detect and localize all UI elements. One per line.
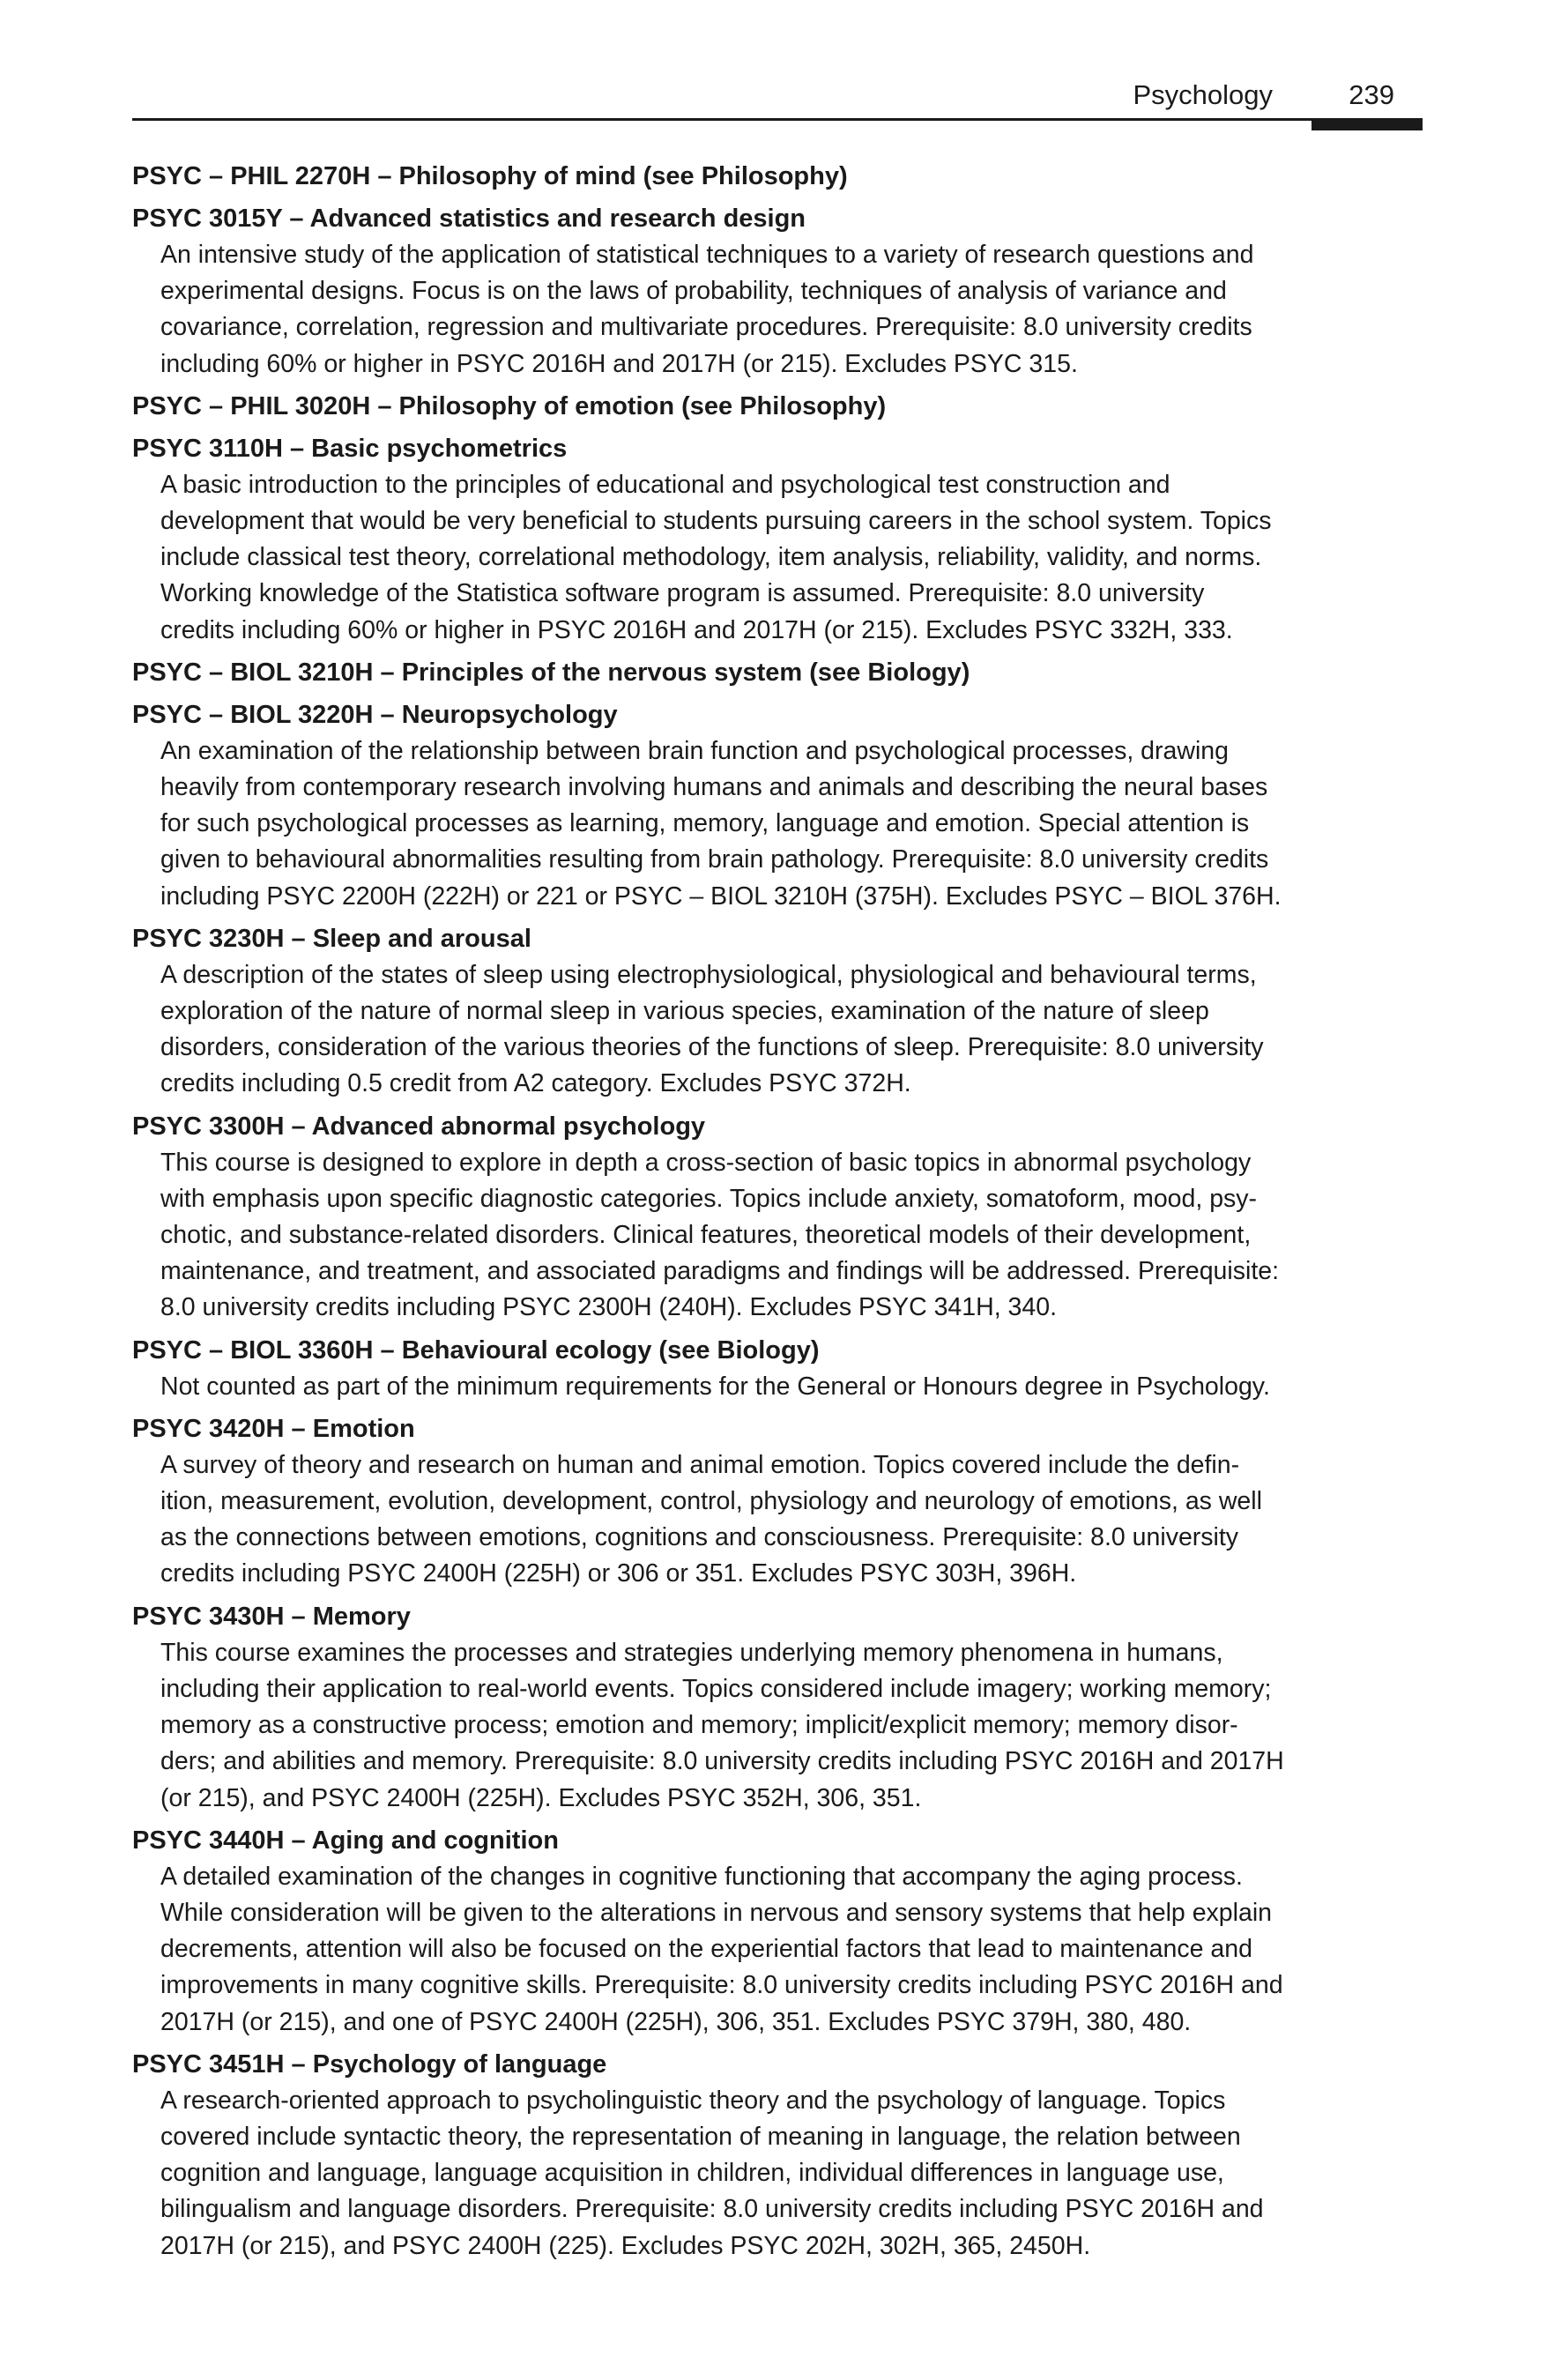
course-description bbox=[160, 1447, 1421, 1593]
description-line: Working knowledge of the Statistica software program is assumed. Prerequisite: 8.0 university bbox=[160, 579, 1205, 608]
description-line: 2017H (or 215), and PSYC 2400H (225). Excludes PSYC 202H, 302H, 365, 2450H. bbox=[160, 2231, 1091, 2260]
course-description bbox=[160, 1635, 1421, 1817]
course-title: PSYC 3230H – Sleep and arousal bbox=[132, 924, 531, 953]
description-line: improvements in many cognitive skills. Prerequisite: 8.0 university credits including PSYC 2016H and bbox=[160, 1971, 1283, 2000]
description-line: experimental designs. Focus is on the laws of probability, techniques of analysis of variance and bbox=[160, 277, 1227, 306]
description-line: This course examines the processes and strategies underlying memory phenomena in humans, bbox=[160, 1638, 1223, 1667]
description-line: development that would be very beneficial to students pursuing careers in the school system. Topics bbox=[160, 507, 1272, 536]
course-title: PSYC 3300H – Advanced abnormal psychology bbox=[132, 1112, 706, 1141]
course-title: PSYC 3430H – Memory bbox=[132, 1602, 411, 1631]
course-description bbox=[160, 733, 1421, 915]
description-line: While consideration will be given to the alterations in nervous and sensory systems that help explain bbox=[160, 1898, 1273, 1927]
course-description bbox=[160, 467, 1421, 649]
course-entry bbox=[132, 431, 1421, 649]
page-header bbox=[132, 78, 1421, 122]
description-line: heavily from contemporary research involving humans and animals and describing the neural bases bbox=[160, 773, 1268, 802]
course-entry bbox=[132, 1411, 1421, 1593]
course-title: PSYC – PHIL 3020H – Philosophy of emotion (see Philosophy) bbox=[132, 391, 887, 420]
course-title: PSYC 3440H – Aging and cognition bbox=[132, 1826, 559, 1855]
description-line: exploration of the nature of normal sleep in various species, examination of the nature of sleep bbox=[160, 997, 1209, 1026]
description-line: include classical test theory, correlational methodology, item analysis, reliability, validity, and norms. bbox=[160, 543, 1262, 572]
description-line: including their application to real-world events. Topics considered include imagery; working memory; bbox=[160, 1674, 1272, 1703]
course-description bbox=[160, 957, 1421, 1103]
course-title: PSYC – BIOL 3220H – Neuropsychology bbox=[132, 700, 618, 729]
description-line: memory as a constructive process; emotion and memory; implicit/explicit memory; memory disor- bbox=[160, 1711, 1238, 1740]
course-title: PSYC 3015Y – Advanced statistics and research design bbox=[132, 205, 806, 233]
description-line: chotic, and substance-related disorders. Clinical features, theoretical models of their development, bbox=[160, 1221, 1252, 1250]
description-line: including 60% or higher in PSYC 2016H and 2017H (or 215). Excludes PSYC 315. bbox=[160, 349, 1078, 378]
description-line: decrements, attention will also be focused on the experiential factors that lead to maintenance and bbox=[160, 1935, 1252, 1964]
course-entry bbox=[132, 697, 1421, 915]
course-description bbox=[160, 1859, 1421, 2041]
description-line: A basic introduction to the principles of educational and psychological test construction and bbox=[160, 470, 1170, 499]
description-line: (or 215), and PSYC 2400H (225H). Excludes PSYC 352H, 306, 351. bbox=[160, 1783, 922, 1812]
course-entry bbox=[132, 1333, 1421, 1405]
description-line: An examination of the relationship between brain function and psychological processes, drawing bbox=[160, 736, 1229, 765]
course-description bbox=[160, 1145, 1421, 1327]
description-line: covered include syntactic theory, the representation of meaning in language, the relation between bbox=[160, 2122, 1241, 2151]
course-entry bbox=[132, 2047, 1421, 2265]
description-line: bilingualism and language disorders. Prerequisite: 8.0 university credits including PSYC 2016H and bbox=[160, 2195, 1264, 2224]
description-line: for such psychological processes as learning, memory, language and emotion. Special attention is bbox=[160, 809, 1250, 838]
course-title: PSYC 3420H – Emotion bbox=[132, 1414, 415, 1443]
description-line: as the connections between emotions, cognitions and consciousness. Prerequisite: 8.0 university bbox=[160, 1523, 1239, 1552]
course-entry bbox=[132, 1599, 1421, 1817]
description-line: maintenance, and treatment, and associated paradigms and findings will be addressed. Prerequisite: bbox=[160, 1257, 1280, 1286]
description-line: including PSYC 2200H (222H) or 221 or PSYC – BIOL 3210H (375H). Excludes PSYC – BIOL 376H. bbox=[160, 881, 1282, 911]
running-head: Psychology bbox=[1133, 79, 1273, 110]
course-title: PSYC – BIOL 3360H – Behavioural ecology (see Biology) bbox=[132, 1335, 820, 1365]
description-line: given to behavioural abnormalities resulting from brain pathology. Prerequisite: 8.0 university credits bbox=[160, 845, 1269, 874]
description-line: credits including PSYC 2400H (225H) or 306 or 351. Excludes PSYC 303H, 396H. bbox=[160, 1559, 1077, 1588]
course-list bbox=[132, 159, 1421, 2271]
description-line: A research-oriented approach to psycholinguistic theory and the psychology of language. Topics bbox=[160, 2086, 1226, 2115]
description-line: cognition and language, language acquisition in children, individual differences in language use, bbox=[160, 2159, 1224, 2188]
course-entry bbox=[132, 201, 1421, 383]
description-line: 8.0 university credits including PSYC 2300H (240H). Excludes PSYC 341H, 340. bbox=[160, 1293, 1058, 1322]
description-line: 2017H (or 215), and one of PSYC 2400H (225H), 306, 351. Excludes PSYC 379H, 380, 480. bbox=[160, 2007, 1192, 2036]
description-line: covariance, correlation, regression and multivariate procedures. Prerequisite: 8.0 university credits bbox=[160, 313, 1252, 342]
description-line: ders; and abilities and memory. Prerequisite: 8.0 university credits including PSYC 2016H and 2017H bbox=[160, 1747, 1284, 1776]
description-line: This course is designed to explore in depth a cross-section of basic topics in abnormal psychology bbox=[160, 1148, 1252, 1177]
description-line: A detailed examination of the changes in cognitive functioning that accompany the aging process. bbox=[160, 1862, 1243, 1891]
course-entry bbox=[132, 655, 1421, 691]
course-title: PSYC 3110H – Basic psychometrics bbox=[132, 434, 568, 463]
description-line: An intensive study of the application of statistical techniques to a variety of research questions and bbox=[160, 241, 1254, 269]
description-line: credits including 0.5 credit from A2 category. Excludes PSYC 372H. bbox=[160, 1069, 911, 1098]
course-description bbox=[160, 1369, 1421, 1405]
course-entry bbox=[132, 159, 1421, 195]
description-line: with emphasis upon specific diagnostic categories. Topics include anxiety, somatoform, mood, psy- bbox=[160, 1184, 1258, 1213]
description-line: A survey of theory and research on human and animal emotion. Topics covered include the defin- bbox=[160, 1450, 1240, 1479]
description-line: credits including 60% or higher in PSYC 2016H and 2017H (or 215). Excludes PSYC 332H, 333. bbox=[160, 615, 1233, 644]
course-entry bbox=[132, 1109, 1421, 1327]
header-rule bbox=[132, 118, 1421, 121]
course-title: PSYC – BIOL 3210H – Principles of the nervous system (see Biology) bbox=[132, 658, 970, 687]
page-number: 239 bbox=[1349, 79, 1394, 110]
description-line: ition, measurement, evolution, development, control, physiology and neurology of emotions, as well bbox=[160, 1487, 1262, 1516]
description-line: A description of the states of sleep using electrophysiological, physiological and behavioural terms, bbox=[160, 960, 1257, 989]
description-line: Not counted as part of the minimum requirements for the General or Honours degree in Psychology. bbox=[160, 1372, 1270, 1401]
course-description bbox=[160, 2083, 1421, 2265]
description-line: disorders, consideration of the various theories of the functions of sleep. Prerequisite: 8.0 university bbox=[160, 1033, 1264, 1062]
course-entry bbox=[132, 921, 1421, 1103]
course-entry bbox=[132, 1823, 1421, 2041]
course-description bbox=[160, 237, 1421, 383]
course-title: PSYC 3451H – Psychology of language bbox=[132, 2049, 607, 2079]
course-title: PSYC – PHIL 2270H – Philosophy of mind (see Philosophy) bbox=[132, 162, 848, 190]
header-tab-bar bbox=[1312, 118, 1423, 130]
course-entry bbox=[132, 389, 1421, 425]
